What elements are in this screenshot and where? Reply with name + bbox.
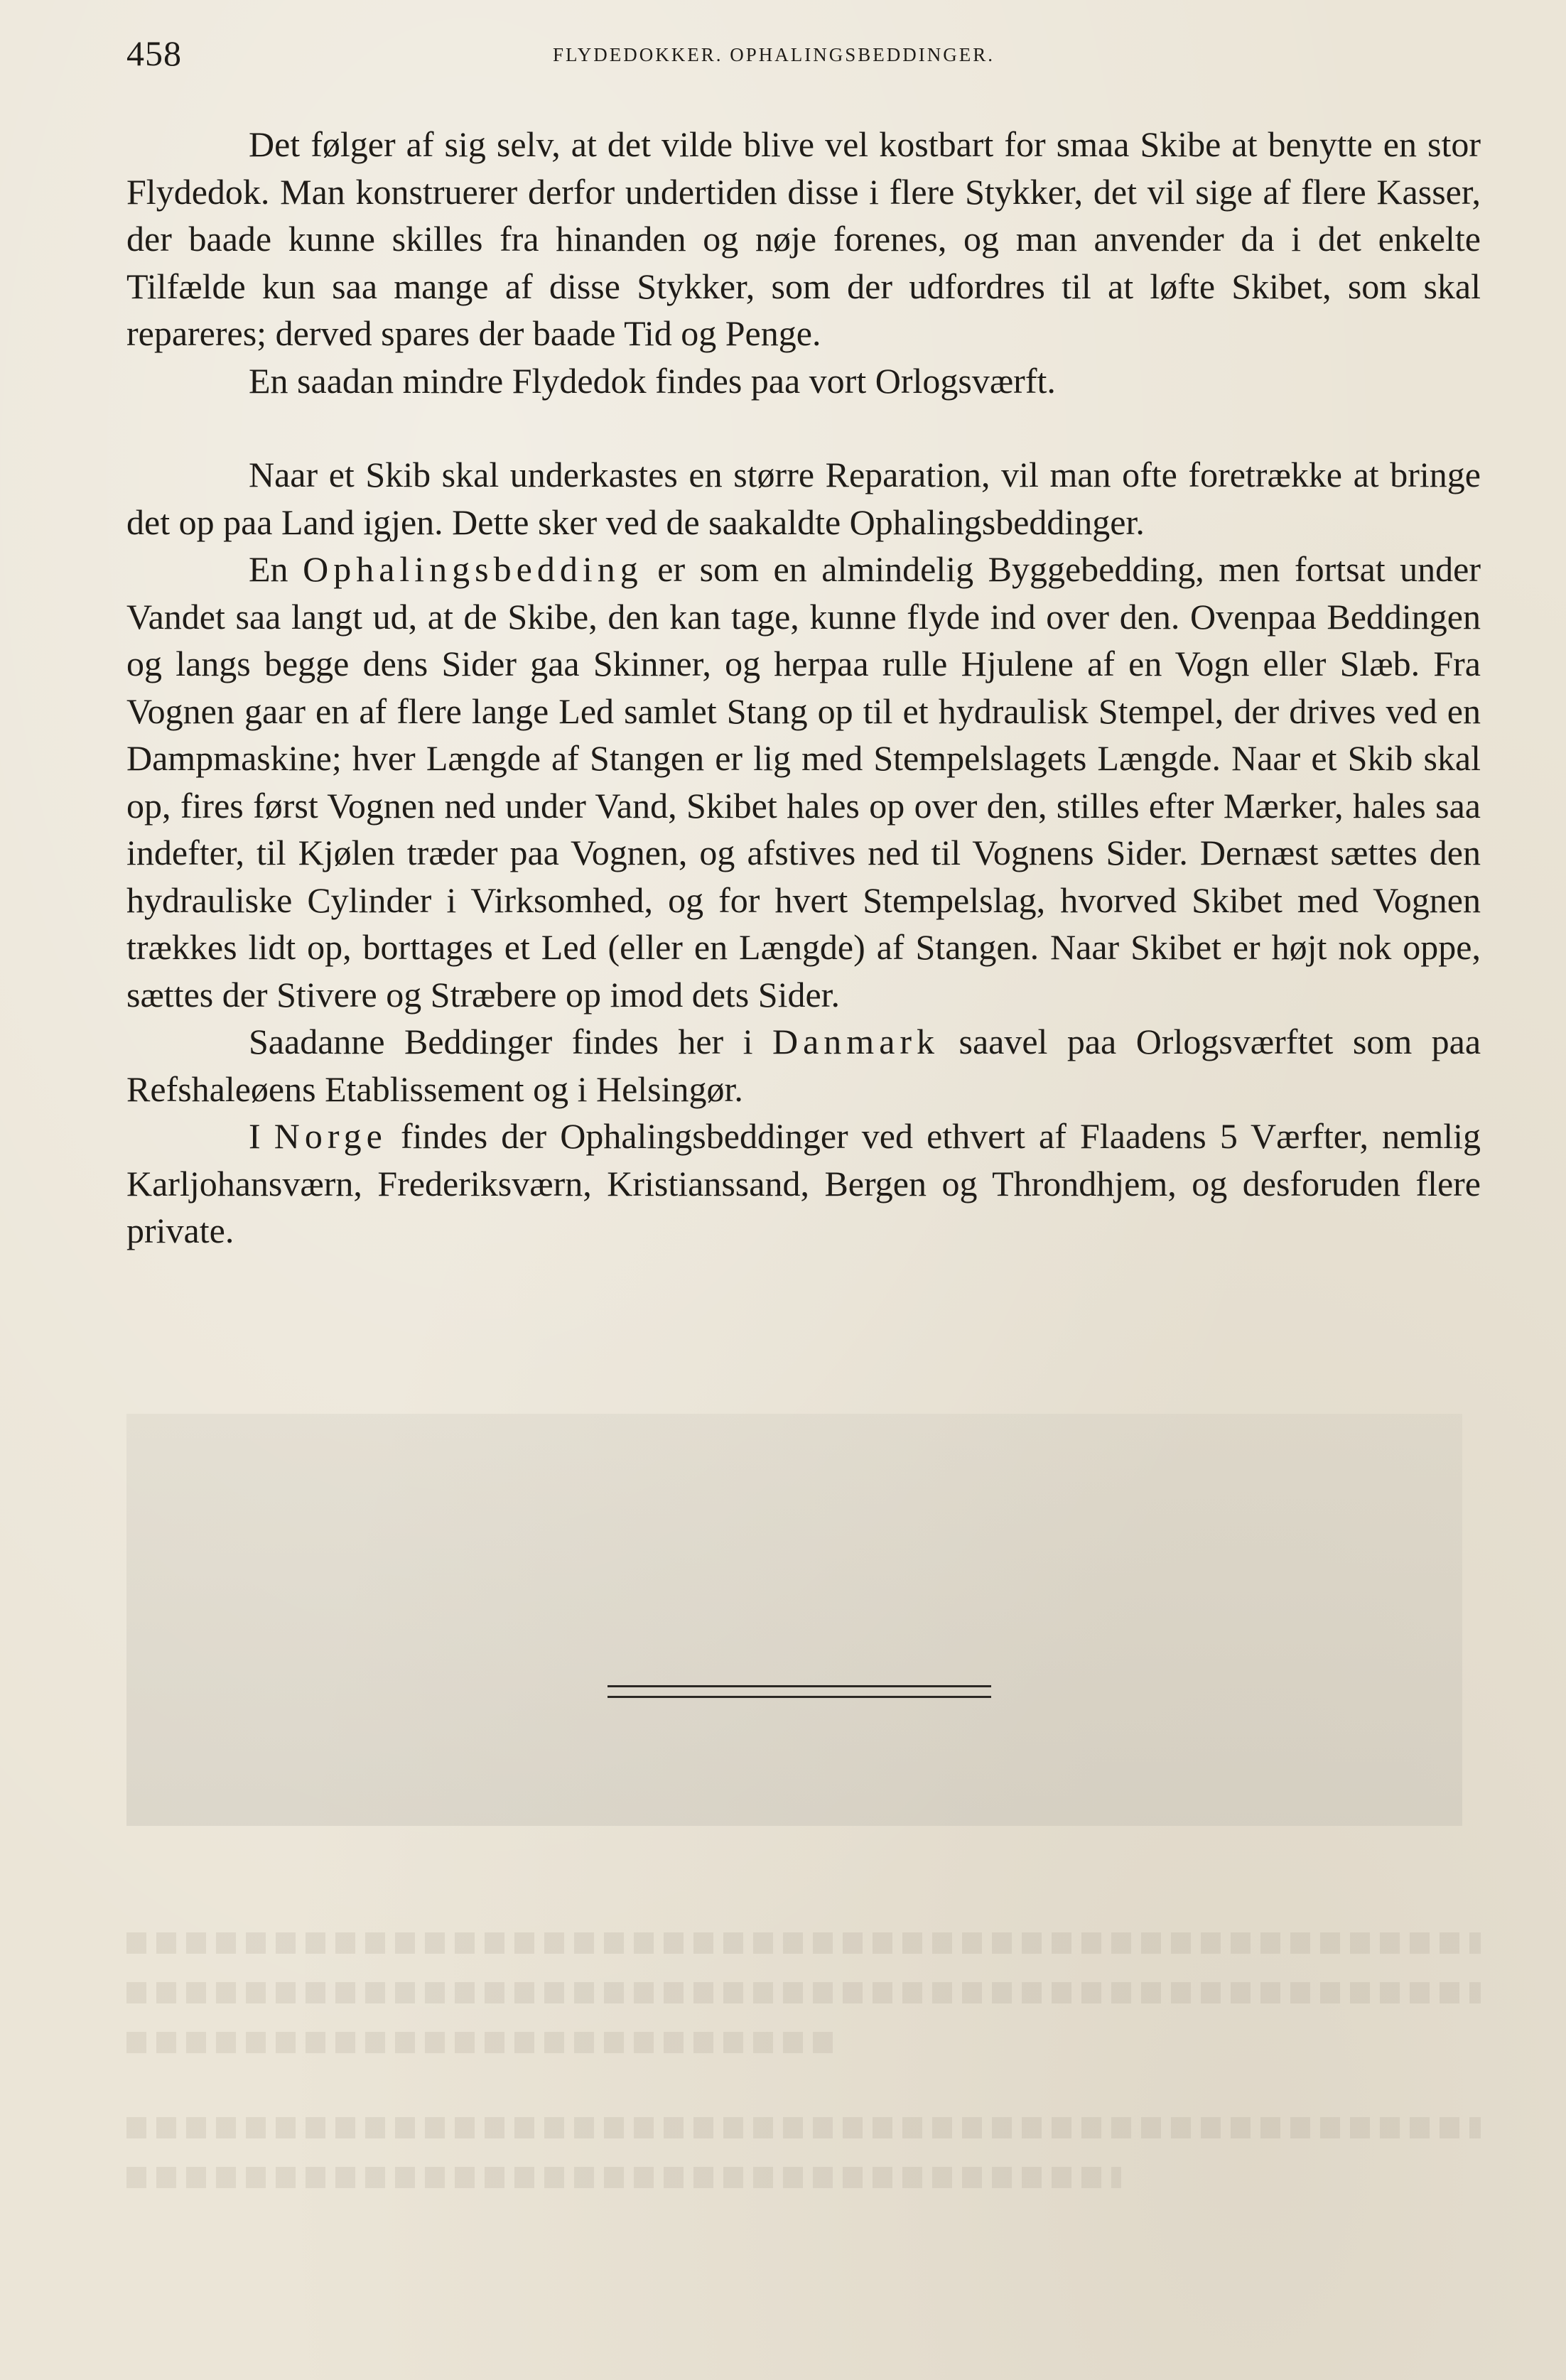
bleed-through-caption-line bbox=[126, 2167, 1121, 2188]
paragraph-norge bbox=[126, 1113, 1481, 1255]
paragraph-orlogsvaerft: En saadan mindre Flydedok findes paa vort Orlogsværft. bbox=[249, 360, 1056, 401]
page-header bbox=[126, 33, 1481, 75]
paragraph-lead: Saadanne Beddinger findes her i bbox=[249, 1022, 753, 1061]
bleed-through-illustration bbox=[126, 1414, 1462, 1826]
term-norge: Norge bbox=[274, 1116, 387, 1156]
bleed-through-caption-line bbox=[126, 1982, 1481, 2003]
bleed-through-caption-line bbox=[126, 2032, 837, 2053]
paragraph-flydedok-sections: Det følger af sig selv, at det vilde blive vel kostbart for smaa Skibe at benytte en stor Flydedok. Man konstruerer derfor undertiden disse i flere Stykker, det vil sige af flere Kasser, der baade kunne skilles fra hinanden og nøje forenes, og man anvender da i det enkelte Tilfælde kun saa mange af disse Stykker, som der udfordres til at løfte Skibet, som skal repareres; derved spares der baade Tid og Penge. bbox=[126, 124, 1481, 353]
paragraph-continuation: saavel paa Orlogsværftet som paa Refshaleøens Etablissement og i Helsingør. bbox=[126, 1022, 1481, 1109]
paragraph-ophalingsbedding bbox=[126, 546, 1481, 1018]
term-ophalingsbedding: Ophalingsbedding bbox=[303, 549, 643, 589]
page-number: 458 bbox=[126, 33, 182, 73]
body-text bbox=[126, 121, 1481, 1255]
bleed-through-caption-line bbox=[126, 2117, 1481, 2138]
paragraph-reparation: Naar et Skib skal underkastes en større Reparation, vil man ofte foretrække at bringe det op paa Land igjen. Dette sker ved de saakaldte Ophalingsbeddinger. bbox=[126, 455, 1481, 542]
word: En bbox=[249, 549, 288, 589]
running-head: FLYDEDOKKER. OPHALINGSBEDDINGER. bbox=[553, 44, 995, 65]
paragraph-continuation: er som en almindelig Byggebedding, men fortsat under Vandet saa langt ud, at de Skibe, den kan tage, kunne flyde ind over den. Ovenpaa Beddingen og langs begge dens Sider gaa Skinner, og herpaa rulle Hjulene af en Vogn eller Slæb. Fra Vognen gaar en af flere lange Led samlet Stang op til et hydraulisk Stempel, der drives ved en Dampmaskine; hver Længde af Stangen er lig med Stempelslagets Længde. Naar et Skib skal op, fires først Vognen ned under Vand, Skibet hales op over den, stilles efter Mærker, hales saa indefter, til Kjølen træder paa Vognen, og afstives ned til Vognens Sider. Dernæst sættes den hydrauliske Cylinder i Virksomhed, og for hvert Stempelslag, hvorved Skibet med Vognen trækkes lidt op, borttages et Led (eller en Længde) af Stangen. Naar Skibet er højt nok oppe, sættes der Stivere og Stræbere op imod dets Sider. bbox=[126, 549, 1481, 1015]
section-divider bbox=[608, 1685, 991, 1698]
word: I bbox=[249, 1116, 261, 1156]
term-danmark: Danmark bbox=[772, 1022, 940, 1061]
paragraph-danmark bbox=[126, 1018, 1481, 1113]
paragraph-continuation: findes der Ophalingsbeddinger ved ethvert af Flaadens 5 Værfter, nemlig Karljohansværn, Frederiksværn, Kristianssand, Bergen og Throndhjem, og desforuden flere private. bbox=[126, 1116, 1481, 1250]
bleed-through-caption-line bbox=[126, 1932, 1481, 1954]
